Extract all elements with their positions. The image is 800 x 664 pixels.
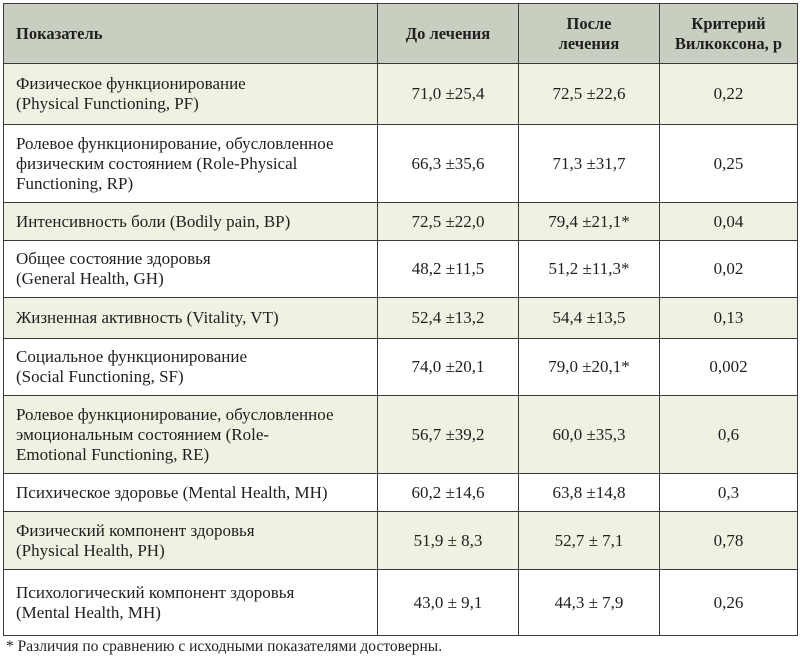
indicator-line: Социальное функционирование bbox=[16, 347, 247, 366]
indicator-line: Психическое здоровье (Mental Health, MH) bbox=[16, 482, 328, 502]
header-wilcoxon-line2: Вилкоксона, p bbox=[674, 33, 783, 53]
indicator-line: Жизненная активность (Vitality, VT) bbox=[16, 308, 279, 327]
indicator-line: Интенсивность боли (Bodily pain, BP) bbox=[16, 211, 291, 231]
table-header-row bbox=[4, 4, 798, 64]
indicator-cell bbox=[4, 474, 378, 512]
after-value-cell: 72,5 ±22,6 bbox=[519, 64, 660, 125]
after-value-cell: 60,0 ±35,3 bbox=[519, 396, 660, 474]
header-after-treatment bbox=[519, 4, 660, 64]
table-row bbox=[4, 203, 798, 241]
indicator-line: Emotional Functioning, RE) bbox=[16, 444, 210, 464]
header-after-line2: лечения bbox=[558, 33, 620, 53]
table-row bbox=[4, 298, 798, 339]
indicator-line: (Mental Health, MH) bbox=[16, 602, 161, 622]
before-value-cell: 66,3 ±35,6 bbox=[378, 125, 519, 203]
table-row bbox=[4, 396, 798, 474]
after-value-cell: 79,0 ±20,1* bbox=[519, 339, 660, 396]
after-value-cell: 79,4 ±21,1* bbox=[519, 203, 660, 241]
indicator-line: (General Health, GH) bbox=[16, 269, 164, 288]
header-after-line1: После bbox=[566, 13, 612, 33]
table-row bbox=[4, 570, 798, 636]
p-value-cell: 0,25 bbox=[660, 125, 798, 203]
indicator-cell bbox=[4, 512, 378, 570]
before-value-cell: 72,5 ±22,0 bbox=[378, 203, 519, 241]
p-value-cell: 0,78 bbox=[660, 512, 798, 570]
before-value-cell: 56,7 ±39,2 bbox=[378, 396, 519, 474]
indicator-line: Ролевое функционирование, обусловленное bbox=[16, 133, 334, 153]
header-wilcoxon bbox=[660, 4, 798, 64]
indicator-line: (Physical Health, PH) bbox=[16, 540, 165, 560]
after-value-cell: 63,8 ±14,8 bbox=[519, 474, 660, 512]
before-value-cell: 71,0 ±25,4 bbox=[378, 64, 519, 125]
after-value-cell: 54,4 ±13,5 bbox=[519, 298, 660, 339]
header-before-treatment bbox=[378, 4, 519, 64]
after-value-cell: 52,7 ± 7,1 bbox=[519, 512, 660, 570]
indicator-line: Физический компонент здоровья bbox=[16, 520, 255, 540]
header-wilcoxon-line1: Критерий bbox=[691, 13, 766, 33]
indicator-cell bbox=[4, 203, 378, 241]
p-value-cell: 0,6 bbox=[660, 396, 798, 474]
after-value-cell: 71,3 ±31,7 bbox=[519, 125, 660, 203]
p-value-cell: 0,04 bbox=[660, 203, 798, 241]
indicator-cell bbox=[4, 396, 378, 474]
footnote: * Различия по сравнению с исходными показателями достоверны. bbox=[6, 638, 443, 655]
indicator-cell bbox=[4, 125, 378, 203]
table-row bbox=[4, 474, 798, 512]
header-indicator bbox=[4, 4, 378, 64]
before-value-cell: 48,2 ±11,5 bbox=[378, 241, 519, 298]
table-row bbox=[4, 512, 798, 570]
p-value-cell: 0,002 bbox=[660, 339, 798, 396]
p-value-cell: 0,3 bbox=[660, 474, 798, 512]
before-value-cell: 43,0 ± 9,1 bbox=[378, 570, 519, 636]
indicator-cell bbox=[4, 570, 378, 636]
table-row bbox=[4, 339, 798, 396]
before-value-cell: 52,4 ±13,2 bbox=[378, 298, 519, 339]
results-table bbox=[3, 3, 798, 636]
indicator-line: Ролевое функционирование, обусловленное bbox=[16, 404, 334, 424]
p-value-cell: 0,13 bbox=[660, 298, 798, 339]
header-indicator-label: Показатель bbox=[16, 23, 103, 43]
indicator-line: Физическое функционирование bbox=[16, 74, 246, 93]
before-value-cell: 60,2 ±14,6 bbox=[378, 474, 519, 512]
table-row bbox=[4, 241, 798, 298]
indicator-line: эмоциональным состоянием (Role- bbox=[16, 424, 270, 444]
indicator-cell bbox=[4, 298, 378, 339]
indicator-cell bbox=[4, 339, 378, 396]
indicator-line: Functioning, RP) bbox=[16, 173, 134, 193]
p-value-cell: 0,22 bbox=[660, 64, 798, 125]
p-value-cell: 0,02 bbox=[660, 241, 798, 298]
results-table-wrapper bbox=[3, 3, 797, 636]
indicator-line: (Physical Functioning, PF) bbox=[16, 94, 199, 113]
after-value-cell: 51,2 ±11,3* bbox=[519, 241, 660, 298]
table-row bbox=[4, 64, 798, 125]
after-value-cell: 44,3 ± 7,9 bbox=[519, 570, 660, 636]
before-value-cell: 51,9 ± 8,3 bbox=[378, 512, 519, 570]
indicator-line: Психологический компонент здоровья bbox=[16, 582, 295, 602]
indicator-cell bbox=[4, 241, 378, 298]
p-value-cell: 0,26 bbox=[660, 570, 798, 636]
table-row bbox=[4, 125, 798, 203]
indicator-line: Общее состояние здоровья bbox=[16, 249, 211, 268]
header-before-label: До лечения bbox=[405, 23, 491, 43]
indicator-line: физическим состоянием (Role-Physical bbox=[16, 153, 298, 173]
indicator-cell bbox=[4, 64, 378, 125]
before-value-cell: 74,0 ±20,1 bbox=[378, 339, 519, 396]
indicator-line: (Social Functioning, SF) bbox=[16, 367, 184, 386]
